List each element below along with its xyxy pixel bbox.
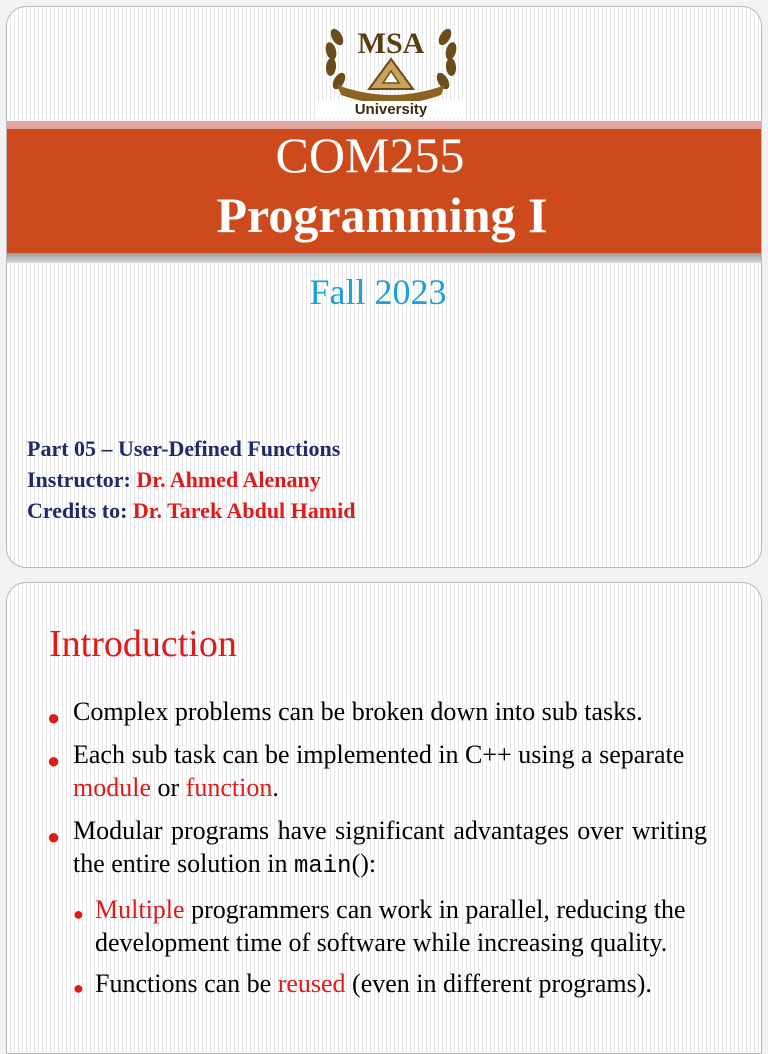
- bullet-text: Modular programs have significant advantages over writing the entire solution in: [73, 816, 707, 878]
- sub-bullet-item: [73, 893, 707, 959]
- logo-brand-text: MSA: [357, 27, 425, 60]
- bullet-item: [47, 695, 707, 728]
- term-label: Fall 2023: [309, 272, 447, 312]
- slide-title: Introduction: [49, 623, 237, 665]
- bullet-dot-icon: ●: [73, 978, 84, 998]
- bullet-text: Each sub task can be implemented in C++ using a separate: [73, 740, 685, 769]
- bullet-text: Complex problems can be broken down into sub tasks.: [73, 697, 643, 726]
- lecture-info: [27, 433, 355, 526]
- instructor-label: Instructor:: [27, 467, 137, 492]
- term-reused: reused: [277, 969, 346, 998]
- credits-name: Dr. Tarek Abdul Hamid: [132, 498, 356, 523]
- bullet-dot-icon: ●: [47, 824, 61, 849]
- bullet-item: [47, 814, 707, 883]
- term-module: module: [73, 773, 151, 802]
- bullet-dot-icon: ●: [47, 705, 61, 730]
- part-label: Part 05 – User-Defined Functions: [27, 436, 341, 461]
- course-name: Programming I: [216, 187, 548, 243]
- introduction-slide: [6, 582, 762, 1054]
- bullet-dot-icon: ●: [73, 904, 84, 924]
- credits-label: Credits to:: [27, 498, 133, 523]
- term-function: function: [185, 773, 273, 802]
- title-slide: [6, 6, 762, 568]
- credits-line: [27, 495, 355, 526]
- sub-bullet-text-rest: (even in different programs).: [345, 969, 652, 998]
- bullet-text-connector: or: [151, 773, 186, 802]
- sub-bullet-item: [73, 967, 707, 1000]
- sub-bullet-text: programmers can work in parallel, reducing the development time of software while increasing quality.: [95, 895, 686, 957]
- msa-university-logo: [317, 15, 465, 127]
- course-code: COM255: [275, 127, 465, 183]
- title-band-shadow: [7, 253, 761, 263]
- term-multiple: Multiple: [95, 895, 185, 924]
- bullet-text-end: ():: [351, 849, 377, 878]
- bullet-list: [47, 695, 707, 1008]
- bullet-text-end: .: [272, 773, 279, 802]
- instructor-line: [27, 464, 355, 495]
- bullet-item: [47, 738, 707, 804]
- instructor-name: Dr. Ahmed Alenany: [136, 467, 321, 492]
- code-main: main: [293, 853, 352, 880]
- bullet-dot-icon: ●: [47, 748, 61, 773]
- logo-university-text: University: [317, 101, 465, 118]
- sub-bullet-text: Functions can be: [95, 969, 278, 998]
